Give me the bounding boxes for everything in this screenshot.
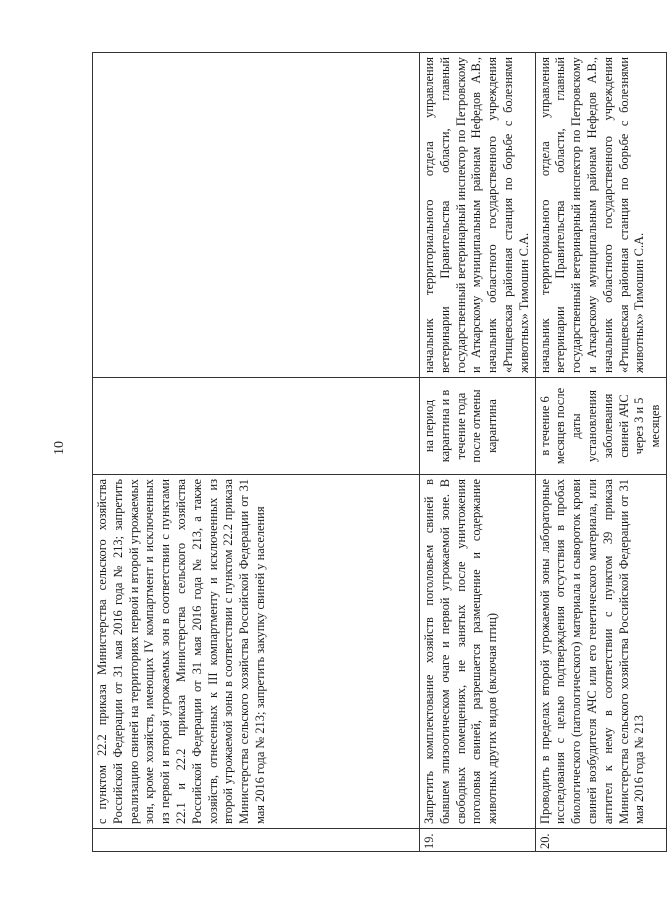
- measure-text: Проводить в пределах второй угрожаемой зоны лабораторные исследования с целью подтверждения отсутствия в пробах биологического (патологического) материала и сывороток крови свиней возбудителя АЧС или его генетического материала, или антител к нему в соответствии с пунктом 39 приказа Министерства сельского хозяйства Российской Федерации от 31 мая 2016 года № 213: [535, 475, 666, 829]
- table-row: [93, 53, 420, 852]
- responsible-text: начальник территориального отдела управления ветеринарии Правительства области, главный государственный ветеринарный инспектор по Петровскому и Аткарскому муниципальным районам Нефедов А.В., начальник областного государственного учреждения «Ртищевская районная станция по борьбе с болезнями животных» Тимошин С.А.: [535, 53, 666, 378]
- responsible-text: [93, 53, 420, 378]
- term-text: в течение 6 месяцев после даты установления заболевания свиней АЧС через 3 и 5 месяцев: [535, 378, 666, 475]
- measure-text: Запретить комплектование хозяйств поголовьем свиней в бывшем эпизоотическом очаге и первой угрожаемой зоне. В свободных помещениях, не занятых после уничтожения поголовья свиней, разрешается размещение и содержание животных других видов (включая птиц): [420, 475, 536, 829]
- term-text: на период карантина и в течение года после отмены карантина: [420, 378, 536, 475]
- responsible-text: начальник территориального отдела управления ветеринарии Правительства области, главный государственный ветеринарный инспектор по Петровскому и Аткарскому муниципальным районам Нефедов А.В., начальник областного государственного учреждения «Ртищевская районная станция по борьбе с болезнями животных» Тимошин С.А.: [420, 53, 536, 378]
- table-row: [420, 53, 536, 852]
- rotated-page-content: [92, 52, 663, 852]
- measures-table: [92, 52, 667, 852]
- row-number: [93, 829, 420, 852]
- row-number: 20.: [535, 829, 666, 852]
- page-number: 10: [52, 441, 67, 455]
- term-text: [93, 378, 420, 475]
- measure-text: с пунктом 22.2 приказа Министерства сельского хозяйства Российской Федерации от 31 мая 2016 года № 213; запретить реализацию свиней на территориях первой и второй угрожаемых зон, кроме хозяйств, имеющих IV компартмент и исключенных из первой и второй угрожаемых зон в соответствии с пунктами 22.1 и 22.2 приказа Министерства сельского хозяйства Российской Федерации от 31 мая 2016 года № 213, а также хозяйств, отнесенных к III компартменту и исключенных из второй угрожаемой зоны в соответствии с пунктом 22.2 приказа Министерства сельского хозяйства Российской Федерации от 31 мая 2016 года № 213; запретить закупку свиней у населения: [93, 475, 420, 829]
- row-number: 19.: [420, 829, 536, 852]
- table-row: [535, 53, 666, 852]
